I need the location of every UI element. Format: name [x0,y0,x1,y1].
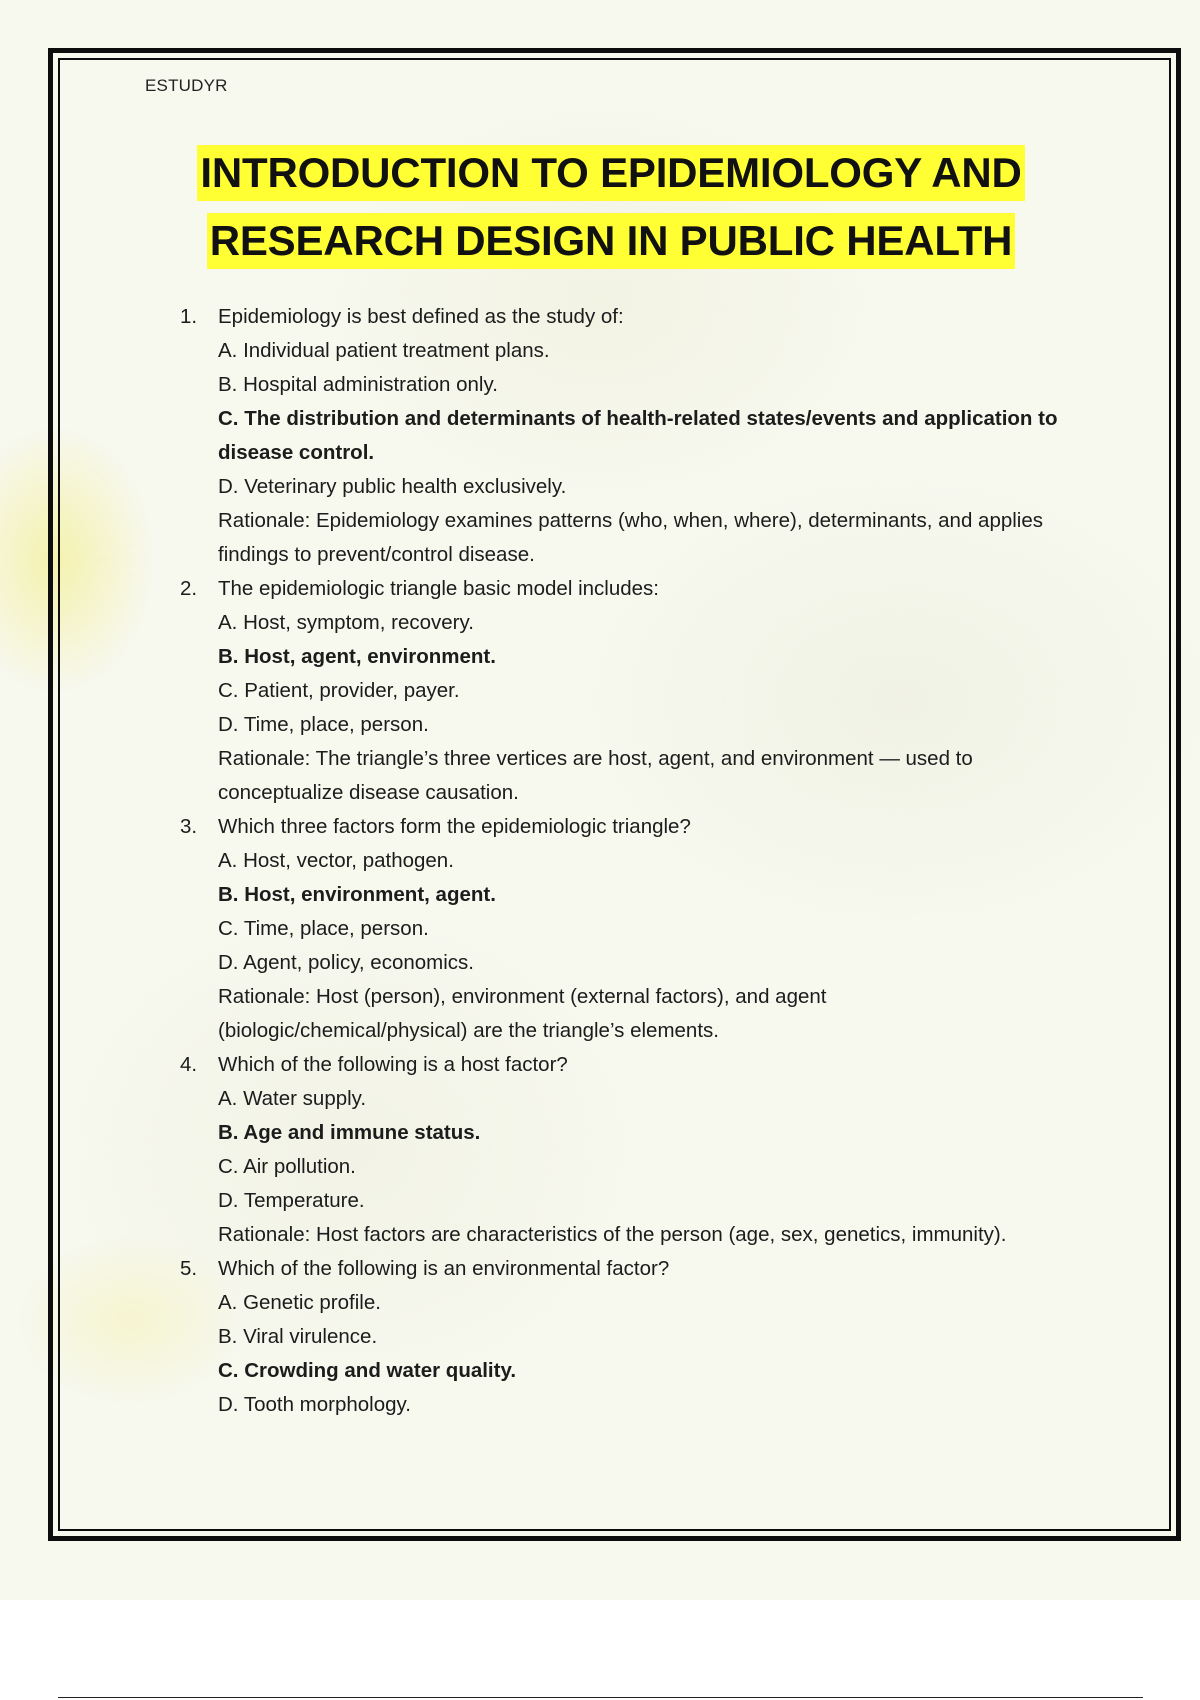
page-bottom-margin [0,1600,1200,1700]
question-5 [180,1252,1080,1422]
question-number: 4. [180,1053,198,1076]
option-d: D. Time, place, person. [218,713,429,736]
option-a: A. Individual patient treatment plans. [218,339,550,362]
option-c: C. Air pollution. [218,1155,356,1178]
question-3 [180,810,1080,1048]
option-c-correct: C. Crowding and water quality. [218,1359,517,1382]
option-d: D. Veterinary public health exclusively. [218,475,567,498]
rationale: Rationale: The triangle’s three vertices are host, agent, and environment — used to conceptualize disease causation. [218,747,973,804]
question-text: The epidemiologic triangle basic model includes: [218,577,659,600]
option-d: D. Temperature. [218,1189,365,1212]
brand-label: ESTUDYR [145,76,228,95]
title-line-1: INTRODUCTION TO EPIDEMIOLOGY AND [197,145,1024,201]
rationale: Rationale: Epidemiology examines patterns (who, when, where), determinants, and applies findings to prevent/control disease. [218,509,1044,566]
question-2 [180,572,1080,810]
title-line-2: RESEARCH DESIGN IN PUBLIC HEALTH [207,213,1016,269]
option-b: B. Viral virulence. [218,1325,378,1348]
question-text: Epidemiology is best defined as the study of: [218,305,624,328]
question-stem [180,300,1080,334]
question-number: 3. [180,815,198,838]
option-a: A. Genetic profile. [218,1291,381,1314]
option-d: D. Tooth morphology. [218,1393,411,1416]
option-b-correct: B. Host, environment, agent. [218,883,496,906]
question-stem [180,1048,1080,1082]
rationale: Rationale: Host factors are characteristics of the person (age, sex, genetics, immunity). [218,1223,1007,1246]
option-c-correct: C. The distribution and determinants of health-related states/events and application to disease control. [218,407,1058,464]
question-number: 2. [180,577,198,600]
question-number: 1. [180,305,198,328]
question-stem [180,810,1080,844]
question-text: Which of the following is a host factor? [218,1053,568,1076]
option-d: D. Agent, policy, economics. [218,951,474,974]
question-number: 5. [180,1257,198,1280]
option-a: A. Host, symptom, recovery. [218,611,474,634]
option-a: A. Water supply. [218,1087,367,1110]
question-stem [180,572,1080,606]
question-stem [180,1252,1080,1286]
option-c: C. Patient, provider, payer. [218,679,460,702]
rationale: Rationale: Host (person), environment (external factors), and agent (biologic/chemical/physical) are the triangle’s elements. [218,985,827,1042]
option-c: C. Time, place, person. [218,917,429,940]
option-b-correct: B. Age and immune status. [218,1121,481,1144]
option-b: B. Hospital administration only. [218,373,498,396]
option-a: A. Host, vector, pathogen. [218,849,454,872]
option-b-correct: B. Host, agent, environment. [218,645,496,668]
question-list [180,300,1080,1422]
bottom-divider [58,1697,1143,1698]
question-text: Which of the following is an environmental factor? [218,1257,670,1280]
question-text: Which three factors form the epidemiologic triangle? [218,815,691,838]
question-1 [180,300,1080,572]
question-4 [180,1048,1080,1252]
document-title [0,145,1200,281]
